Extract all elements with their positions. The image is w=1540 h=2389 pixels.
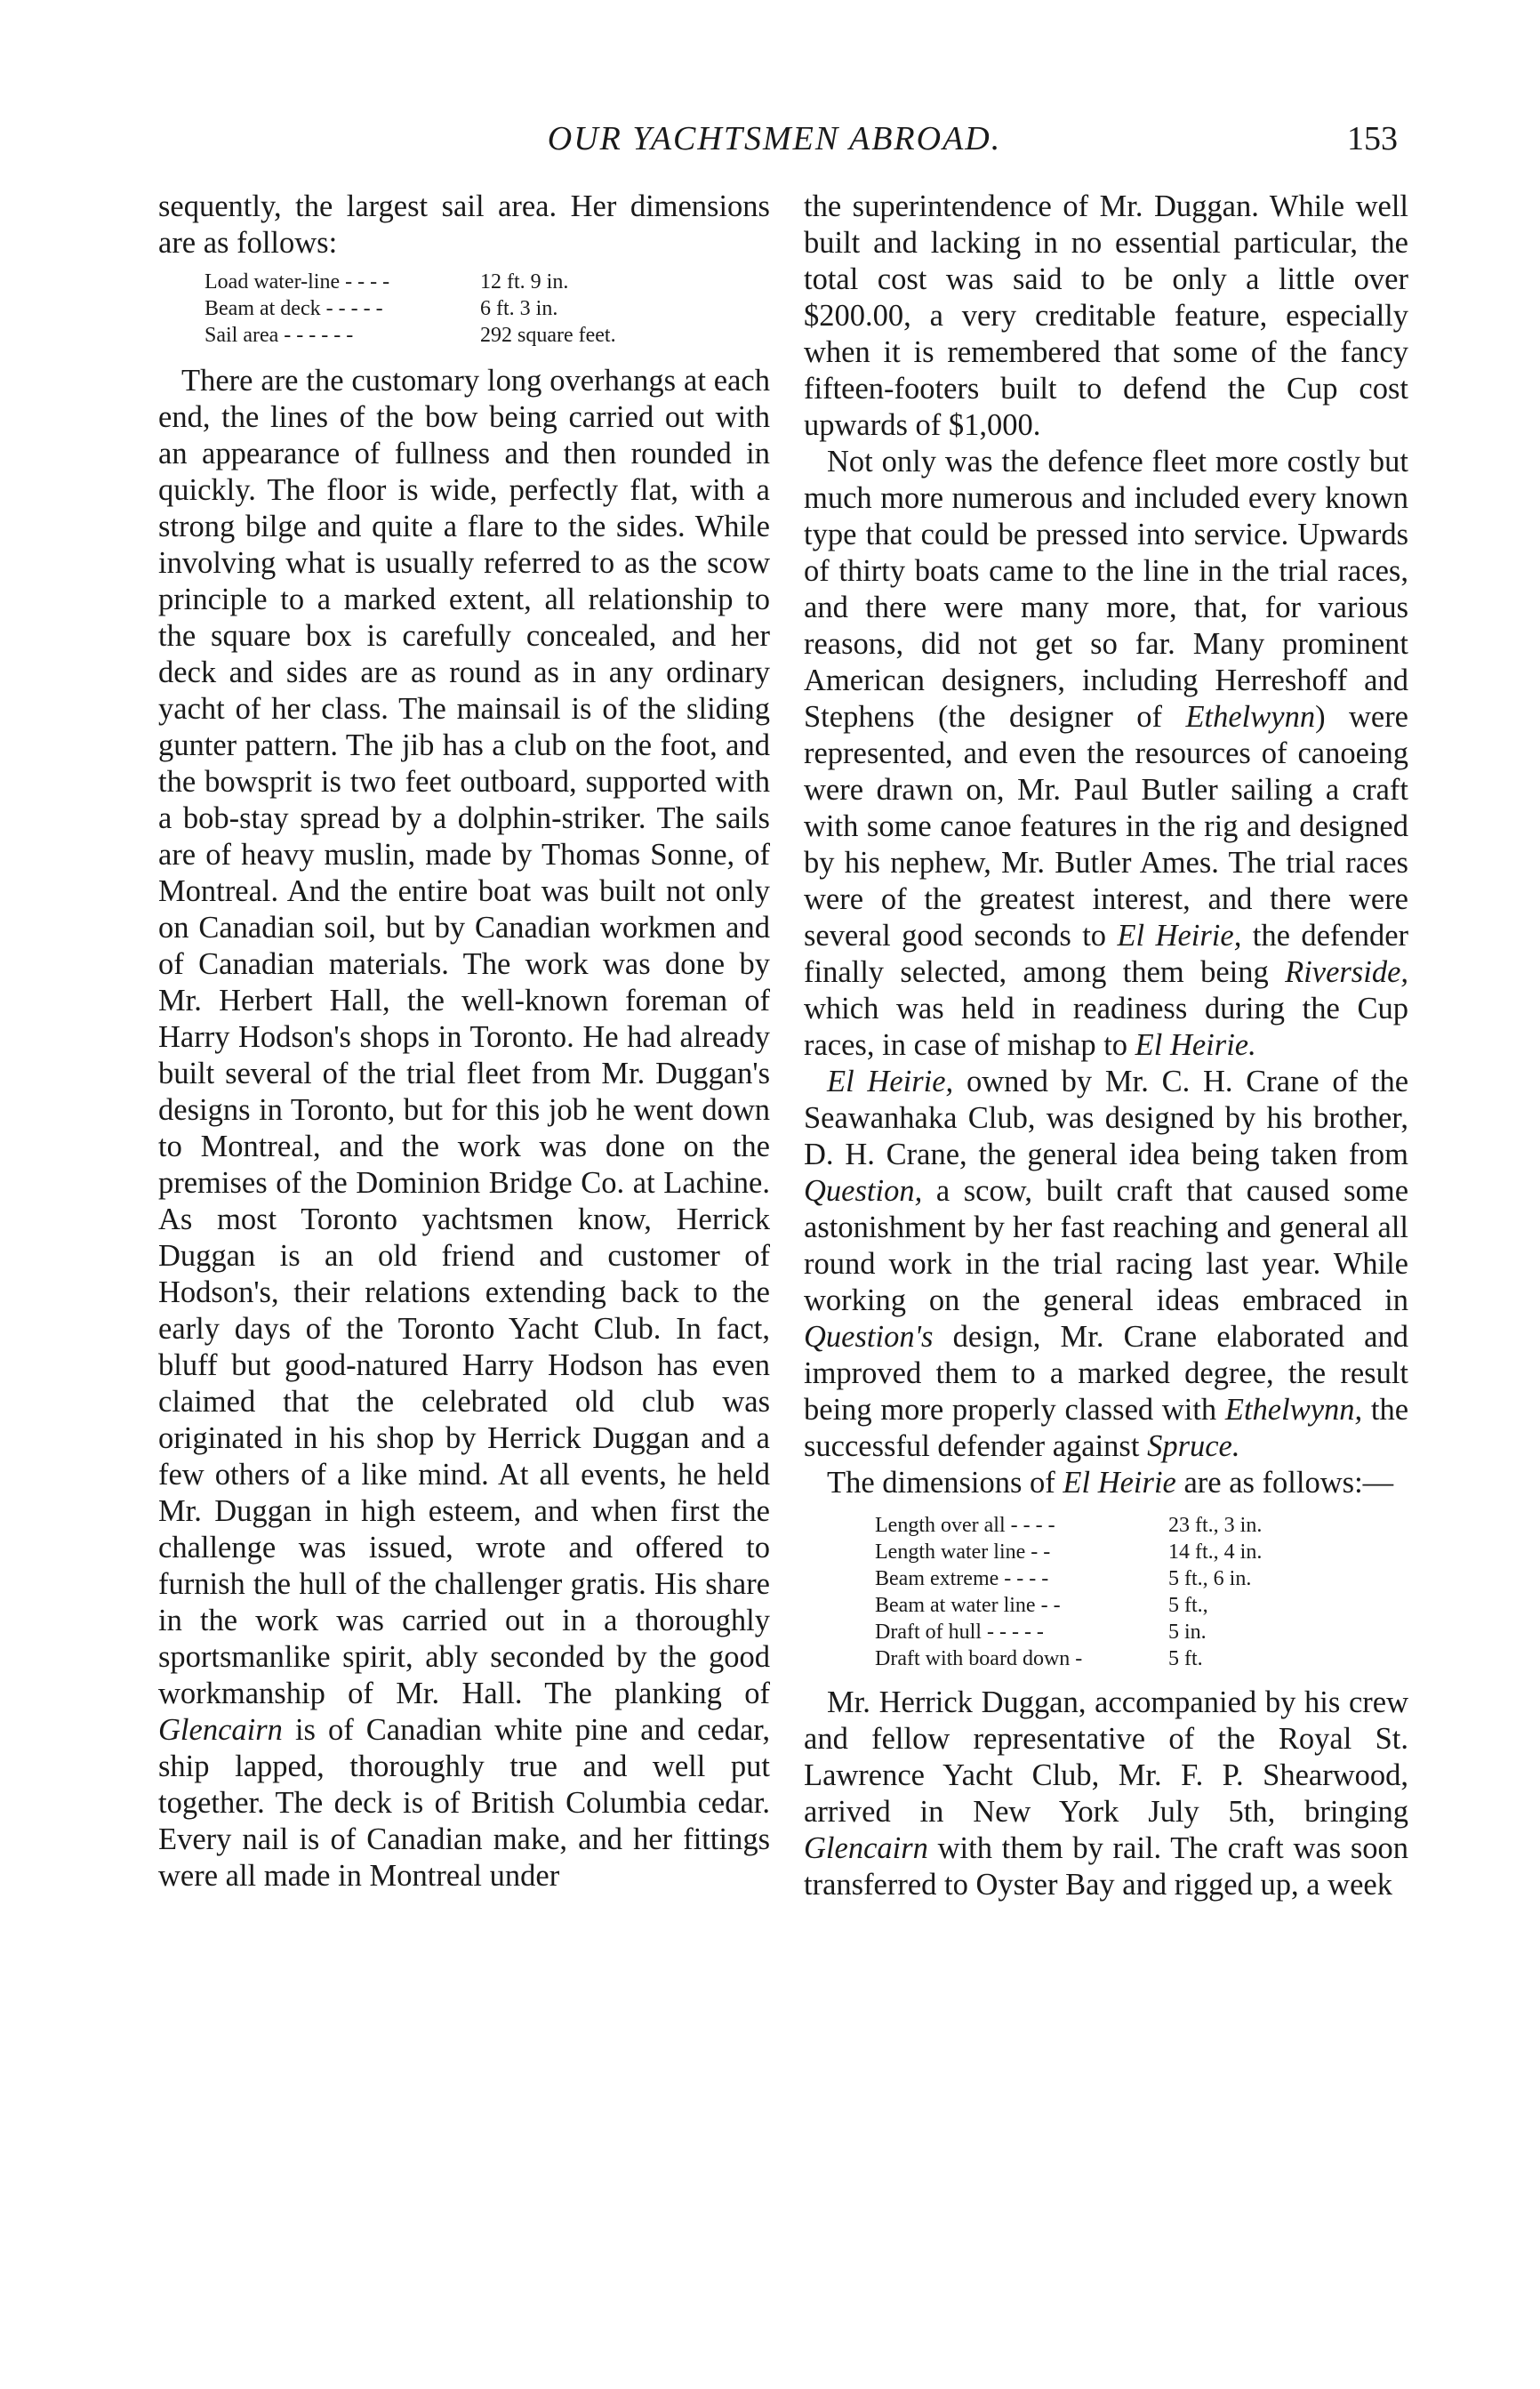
text-run: is of Canadian white pine and cedar, ship lapped, thoroughly true and well put together. The deck is of British Columbia cedar. Every nail is of Canadian make, and her fittings were all made in Montreal under <box>158 1713 770 1893</box>
vessel-name: Riverside, <box>1285 955 1409 989</box>
dimension-row <box>875 1645 1408 1672</box>
dimension-value: 5 ft., 6 in. <box>1168 1567 1252 1590</box>
text-run: the defender finally selected, among them being <box>804 919 1409 989</box>
dimension-value: 6 ft. 3 in. <box>480 297 558 320</box>
dimension-label: Draft of hull - - - - - <box>875 1621 1044 1644</box>
dimension-value: 23 ft., 3 in. <box>1168 1514 1263 1537</box>
text-run: which was held in readiness during the Cup races, in case of mishap to <box>804 992 1408 1062</box>
dimension-row <box>875 1565 1408 1592</box>
dimension-row <box>875 1592 1408 1619</box>
dimension-label: Beam extreme - - - - <box>875 1567 1049 1590</box>
vessel-name: El Heirie, <box>827 1065 954 1098</box>
vessel-name: Glencairn <box>804 1831 928 1865</box>
page-number: 153 <box>1347 120 1398 157</box>
vessel-name: Glencairn <box>158 1713 283 1747</box>
dimension-value: 5 ft. <box>1168 1647 1203 1670</box>
vessel-name: El Heirie. <box>1135 1028 1256 1062</box>
text-run: The dimensions of <box>827 1466 1055 1500</box>
el-heirie-dimensions-table <box>875 1512 1408 1672</box>
dimension-row <box>205 295 770 322</box>
text-run: ) were represented, and even the resources of canoeing were drawn on, Mr. Paul Butler sailing a craft with some canoe features in the rig and designed by his nephew, Mr. Butler Ames. The trial races were of the greatest interest, and there were several good seconds to <box>804 700 1408 953</box>
dimension-value: 5 in. <box>1168 1621 1207 1644</box>
dimension-value: 14 ft., 4 in. <box>1168 1540 1263 1564</box>
dimension-label: Length water line - - <box>875 1540 1051 1564</box>
dimension-row <box>875 1512 1408 1539</box>
dimension-row <box>875 1539 1408 1565</box>
dimension-value: 12 ft. 9 in. <box>480 270 569 294</box>
dimension-value: 5 ft., <box>1168 1594 1208 1617</box>
left-paragraph-1: sequently, the largest sail area. Her dimensions are as follows: <box>158 189 770 260</box>
text-run: are as follows:— <box>1183 1466 1394 1500</box>
vessel-name: Ethelwynn, <box>1224 1393 1363 1427</box>
vessel-name: Spruce. <box>1147 1429 1240 1463</box>
dimension-label: Draft with board down - <box>875 1647 1083 1670</box>
vessel-name: El Heirie <box>1063 1466 1176 1500</box>
text-run: a scow, built craft that caused some astonishment by her fast reaching and general all round work in the trial racing last year. While working on the general ideas embraced in <box>804 1174 1409 1317</box>
dimension-row <box>875 1619 1408 1645</box>
text-run: the successful defender against <box>804 1393 1409 1463</box>
right-paragraph-4 <box>804 1465 1408 1501</box>
dimension-value: 292 square feet. <box>480 324 616 347</box>
dimension-label: Beam at water line - - <box>875 1594 1061 1617</box>
text-run: design, Mr. Crane elaborated and improved them to a marked degree, the result being more properly classed with <box>804 1320 1408 1427</box>
left-column <box>158 189 770 1894</box>
running-title: OUR YACHTSMEN ABROAD. <box>547 120 1002 157</box>
glencairn-dimensions-table <box>205 269 770 349</box>
dimension-label: Length over all - - - - <box>875 1514 1055 1537</box>
text-run: owned by Mr. C. H. Crane of the Seawanhaka Club, was designed by his brother, D. H. Crane, the general idea being taken from <box>804 1065 1409 1171</box>
dimension-row <box>205 269 770 295</box>
right-paragraph-5 <box>804 1685 1408 1903</box>
text-run: with them by rail. The craft was soon transferred to Oyster Bay and rigged up, a week <box>804 1831 1409 1902</box>
vessel-name: Question's <box>804 1320 934 1354</box>
dimension-label: Load water-line - - - - <box>205 270 390 294</box>
vessel-name: Ethelwynn <box>1185 700 1316 734</box>
dimension-label: Sail area - - - - - - <box>205 324 354 347</box>
dimension-row <box>205 322 770 349</box>
vessel-name: El Heirie, <box>1117 919 1242 953</box>
right-paragraph-2 <box>804 444 1408 1064</box>
text-run: Mr. Herrick Duggan, accompanied by his crew and fellow representative of the Royal St. Lawrence Yacht Club, Mr. F. P. Shearwood, arrived in New York July 5th, bringing <box>804 1685 1408 1829</box>
text-run: Not only was the defence fleet more costly but much more numerous and included every known type that could be pressed into service. Upwards of thirty boats came to the line in the trial races, and there were many more, that, for various reasons, did not get so far. Many prominent American designers, including Herreshoff and Stephens (the designer of <box>804 445 1408 734</box>
text-run: There are the customary long overhangs at each end, the lines of the bow being carried out with an appearance of fullness and then rounded in quickly. The floor is wide, perfectly flat, with a strong bilge and quite a flare to the sides. While involving what is usually referred to as the scow principle to a marked extent, all relationship to the square box is carefully concealed, and her deck and sides are as round as in any ordinary yacht of her class. The mainsail is of the sliding gunter pattern. The jib has a club on the foot, and the bowsprit is two feet outboard, supported with a bob-stay spread by a dolphin-striker. The sails are of heavy muslin, made by Thomas Sonne, of Montreal. And the entire boat was built not only on Canadian soil, but by Canadian workmen and of Canadian materials. The work was done by Mr. Herbert Hall, the well-known foreman of Harry Hodson's shops in Toronto. He had already built several of the trial fleet from Mr. Duggan's designs in Toronto, but for this job he went down to Montreal, and the work was done on the premises of the Dominion Bridge Co. at Lachine. As most Toronto yachtsmen know, Herrick Duggan is an old friend and customer of Hodson's, their relations extending back to the early days of the Toronto Yacht Club. In fact, bluff but good-natured Harry Hodson has even claimed that the celebrated old club was originated in his shop by Herrick Duggan and a few others of a like mind. At all events, he held Mr. Duggan in high esteem, and when first the challenge was issued, wrote and offered to furnish the hull of the challenger gratis. His share in the work was carried out in a thoroughly sportsmanlike spirit, ably seconded by the good workmanship of Mr. Hall. The planking of <box>158 364 770 1710</box>
vessel-name: Question, <box>804 1174 923 1208</box>
dimension-label: Beam at deck - - - - - <box>205 297 383 320</box>
right-paragraph-1: the superintendence of Mr. Duggan. While well built and lacking in no essential particular, the total cost was said to be only a little over $200.00, a very creditable feature, especially when it is remembered that some of the fancy fifteen-footers built to defend the Cup cost upwards of $1,000. <box>804 189 1408 442</box>
left-paragraph-2 <box>158 363 770 1894</box>
right-column <box>804 189 1408 1903</box>
page-header <box>151 114 1398 167</box>
right-paragraph-3 <box>804 1064 1408 1465</box>
